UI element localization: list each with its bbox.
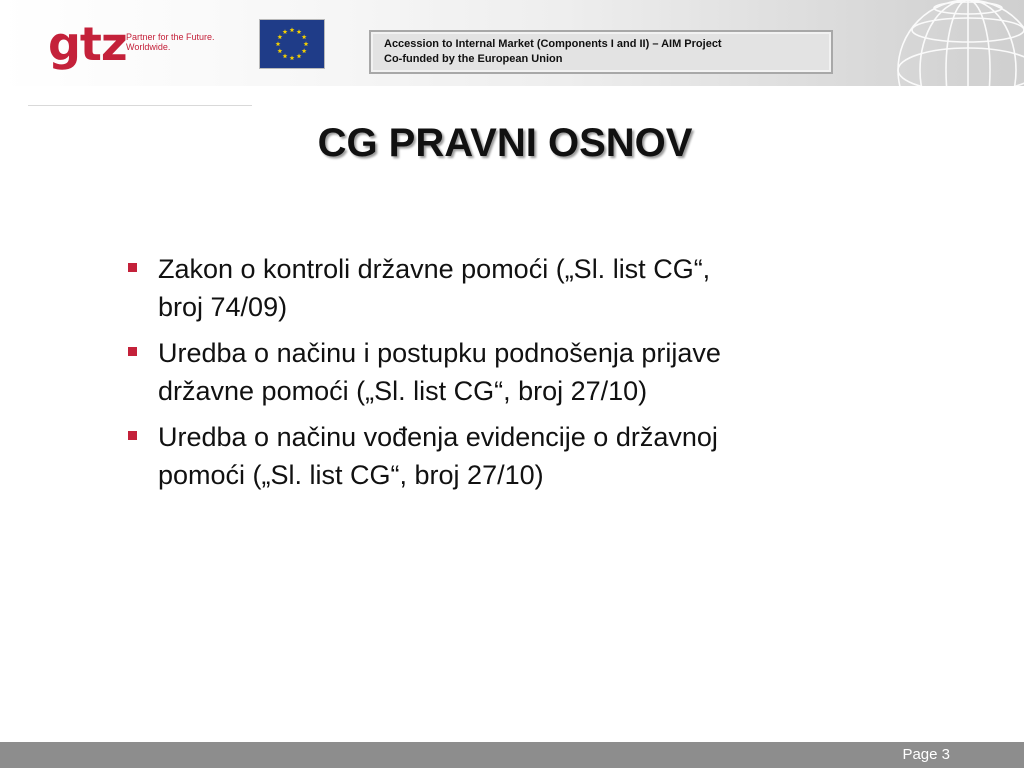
eu-stars [260, 20, 324, 68]
header-divider [28, 105, 252, 106]
bullet-text-line: državne pomoći („Sl. list CG“, broj 27/10) [158, 376, 648, 406]
eu-star-icon [283, 29, 288, 34]
square-bullet-icon [128, 431, 137, 440]
bullet-text-line: broj 74/09) [158, 292, 288, 322]
bullet-item [128, 250, 888, 326]
eu-star-icon [302, 48, 307, 53]
eu-star-icon [297, 29, 302, 34]
globe-wireframe-icon [888, 0, 1024, 86]
eu-flag-icon [260, 20, 324, 68]
eu-star-icon [297, 54, 302, 59]
bullet-item [128, 334, 888, 410]
eu-star-icon [302, 34, 307, 39]
bullet-item [128, 418, 888, 494]
gtz-tagline-line1: Partner for the Future. [126, 32, 215, 42]
project-info-box [369, 30, 833, 74]
project-title-line: Accession to Internal Market (Components I and II) – AIM Project [384, 38, 722, 50]
eu-star-icon [277, 34, 282, 39]
bullet-text-line: Uredba o načinu vođenja evidencije o državnoj [158, 422, 718, 452]
eu-star-icon [276, 41, 281, 46]
eu-star-icon [304, 41, 309, 46]
eu-star-icon [277, 48, 282, 53]
page-number: Page 3 [902, 746, 950, 763]
gtz-tagline [126, 32, 236, 52]
bullet-text-line: pomoći („Sl. list CG“, broj 27/10) [158, 460, 544, 490]
bullet-text-line: Uredba o načinu i postupku podnošenja prijave [158, 338, 721, 368]
gtz-logo-text: gtz [48, 17, 127, 71]
gtz-tagline-line2: Worldwide. [126, 42, 171, 52]
eu-star-icon [283, 54, 288, 59]
slide-header [0, 0, 1024, 86]
bullet-text-line: Zakon o kontroli državne pomoći („Sl. list CG“, [158, 254, 711, 284]
footer-bar [0, 742, 1024, 768]
square-bullet-icon [128, 263, 137, 272]
eu-star-icon [290, 27, 295, 32]
square-bullet-icon [128, 347, 137, 356]
eu-star-icon [290, 55, 295, 60]
project-funding-line: Co-funded by the European Union [384, 53, 563, 65]
slide-title: CG PRAVNI OSNOV [317, 121, 693, 165]
bullet-list [128, 250, 888, 502]
